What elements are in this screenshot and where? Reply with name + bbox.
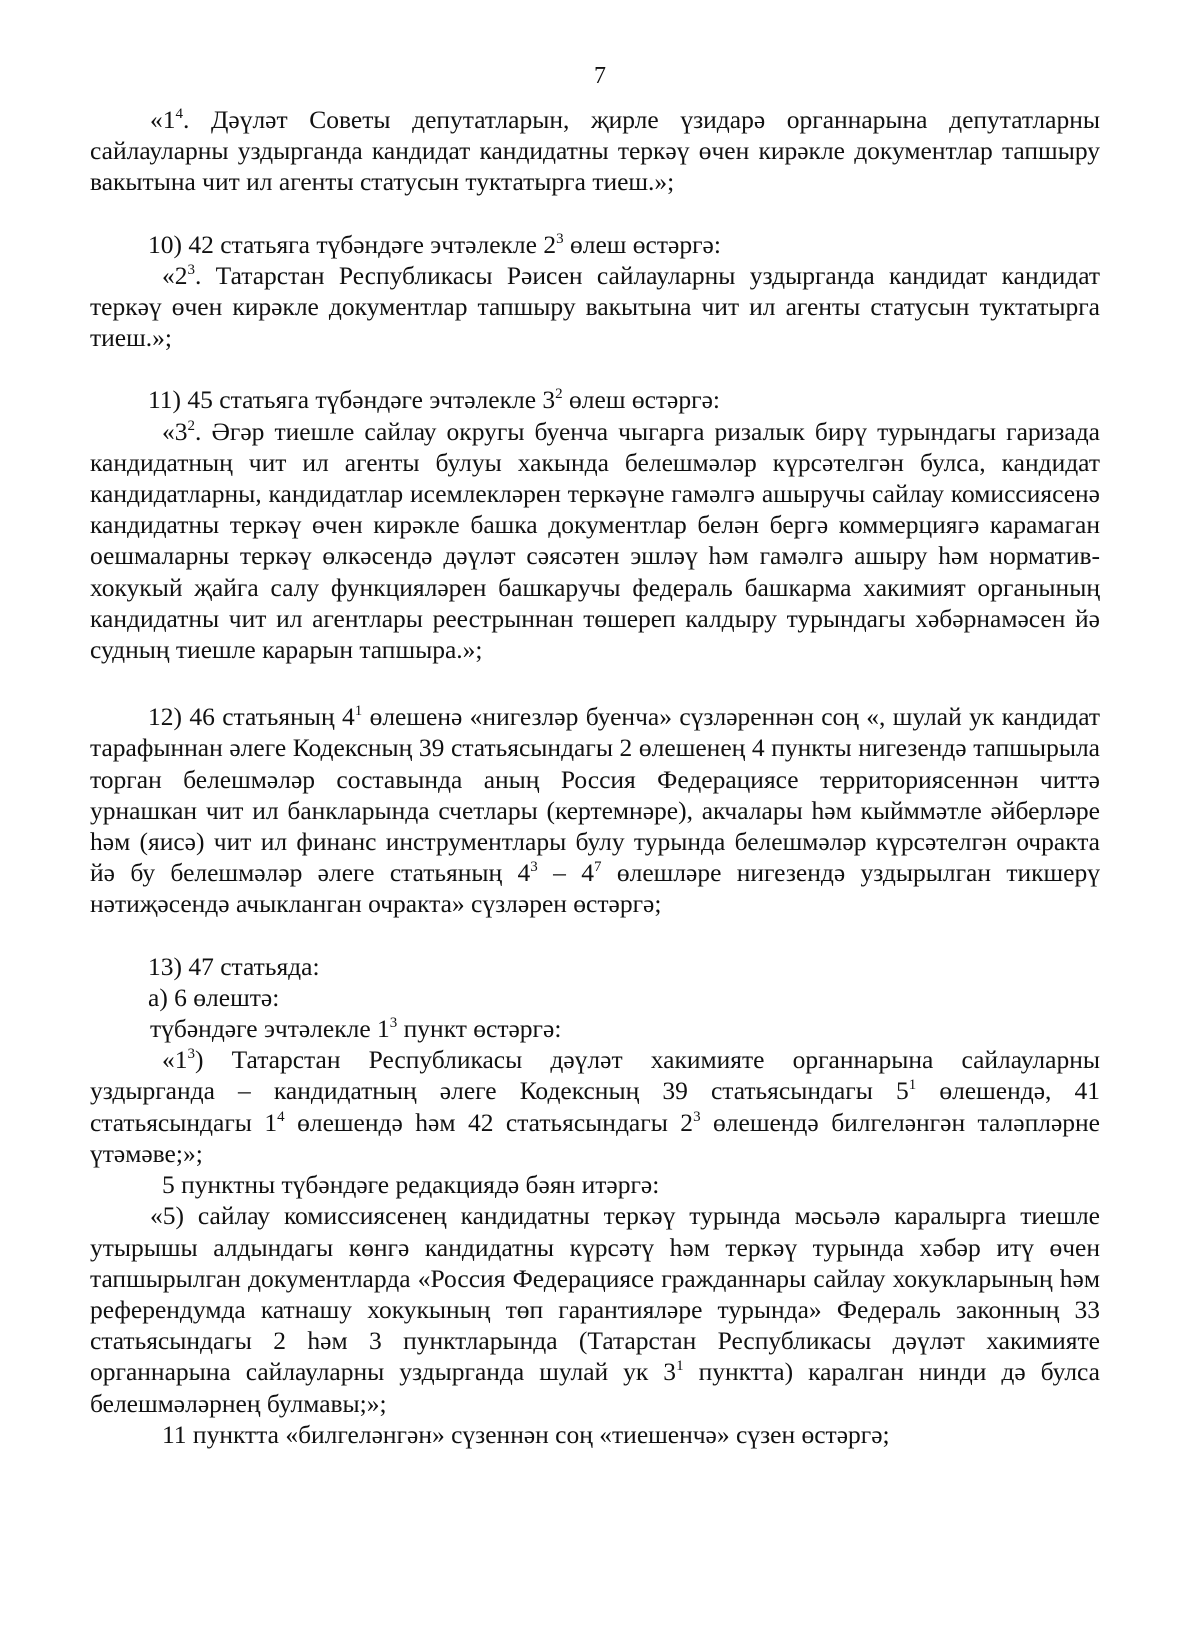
text-run: 11) 45 статьяга түбәндәге эчтәлекле 3	[148, 385, 556, 415]
superscript: 1	[676, 1358, 684, 1375]
text-run: . Дәүләт Советы депутатларын, җирле үзидарә органнарына депутатларны сайлауларны уздырганда кандидат кандидатны теркәү өчен кирәкле документлар тапшыру вакытына чит ил агенты статусын туктатырга тиеш.»;	[90, 105, 1100, 197]
paragraph-item-13	[90, 951, 1100, 982]
paragraph-add-point	[90, 1013, 1100, 1044]
superscript: 7	[594, 859, 602, 876]
text-run: өлешендә, 41 статьясындагы 1	[90, 1076, 1100, 1137]
text-run: «2	[162, 260, 188, 290]
text-run: пунктта) каралган нинди дә булса белешмәләрнең булмавы;»;	[90, 1357, 1100, 1418]
text-run: «1	[162, 1045, 188, 1075]
paragraph-point-5-edit	[90, 1169, 1100, 1200]
text-run: өлешендә һәм 42 статьясындагы 2	[284, 1107, 694, 1137]
superscript: 3	[693, 1108, 701, 1125]
superscript: 4	[175, 106, 183, 122]
superscript: 3	[530, 859, 538, 876]
text-run: пункт өстәргә:	[397, 1014, 562, 1044]
paragraph-quote-3-2	[90, 416, 1100, 666]
superscript: 3	[556, 230, 564, 247]
spacer	[90, 665, 1100, 701]
text-run: 13) 47 статьяда:	[148, 951, 320, 981]
superscript: 3	[389, 1015, 398, 1032]
superscript: 4	[277, 1108, 285, 1125]
text-run: түбәндәге эчтәлекле 1	[150, 1014, 390, 1044]
paragraph-quote-2-3	[90, 260, 1100, 354]
paragraph-quote-1-3	[90, 1044, 1100, 1169]
page-number: 7	[594, 63, 606, 89]
superscript: 1	[354, 703, 363, 720]
paragraph-subitem-a	[90, 982, 1100, 1013]
paragraph-item-11	[90, 384, 1100, 415]
text-run: өлешенә «нигезләр буенча» сүзләреннән соң «, шулай ук кандидат тарафыннан әлеге Кодексның 39 статьясындагы 2 өлешенең 4 пункты нигезендә тапшырыла торган белешмәләр составында аның Россия Федерациясе территориясеннән читтә урнашкан чит ил банкларында счетлары (кертемнәре), акчалары һәм кыйммәтле әйберләре һәм (яисә) чит ил финанс инструментлары булу турында белешмәләр күрсәтелгән очракта йә бу белешмәләр әлеге статьяның 4	[90, 702, 1100, 888]
spacer	[90, 353, 1100, 384]
paragraph-point-11	[90, 1419, 1100, 1450]
document-body	[90, 104, 1100, 1450]
superscript: 1	[908, 1077, 917, 1094]
text-run: «3	[162, 416, 188, 446]
text-run: 5 пунктны түбәндәге редакциядә бәян итәргә:	[162, 1170, 660, 1200]
text-run: «5) сайлау комиссиясенең кандидатны теркәү турында мәсьәлә каралырга тиешле утырышы алдындагы көнгә кандидатны күрсәтү һәм теркәү турында хәбәр итү өчен тапшырылган документларда «Россия Федерациясе гражданнары сайлау хокукларының һәм референдумда катнашу хокукының төп гарантияләре турында» Федераль законның 33 статьясындагы 2 һәм 3 пунктларында (Татарстан Республикасы дәүләт хакимияте органнарына сайлауларны уздырганда шулай ук 3	[90, 1201, 1100, 1387]
paragraph-item-12	[90, 701, 1100, 919]
paragraph-quote-1-4	[90, 104, 1100, 198]
paragraph-quote-5	[90, 1200, 1100, 1418]
text-run: өлеш өстәргә:	[563, 229, 721, 259]
text-run: 10) 42 статьяга түбәндәге эчтәлекле 2	[148, 229, 557, 259]
text-run: өлеш өстәргә:	[562, 385, 720, 415]
superscript: 2	[555, 386, 563, 403]
text-run: «1	[150, 105, 176, 134]
text-run: 11 пунктта «билгеләнгән» сүзеннән соң «тиешенчә» сүзен өстәргә;	[162, 1419, 890, 1449]
superscript: 3	[187, 1046, 195, 1063]
text-run: а) 6 өлештә:	[148, 982, 280, 1012]
text-run: өлешендә билгеләнгән таләпләрне үтәмәве;»;	[90, 1107, 1101, 1168]
superscript: 2	[187, 417, 195, 434]
spacer	[90, 198, 1100, 229]
text-run: өлешләре нигезендә уздырылган тикшерү нәтиҗәсендә ачыкланган очракта» сүзләрен өстәргә;	[90, 858, 1100, 919]
text-run: . Татарстан Республикасы Рәисен сайлауларны уздырганда кандидат кандидат теркәү өчен кирәкле документлар тапшыру вакытына чит ил агенты статусын туктатырга тиеш.»;	[90, 260, 1100, 353]
superscript: 3	[187, 261, 195, 278]
paragraph-item-10	[90, 229, 1100, 260]
spacer	[90, 920, 1100, 951]
text-run: ) Татарстан Республикасы дәүләт хакимияте органнарына сайлауларны уздырганда – кандидатның әлеге Кодексның 39 статьясындагы 5	[90, 1045, 1100, 1106]
text-run: 12) 46 статьяның 4	[148, 702, 355, 732]
text-run: – 4	[537, 858, 595, 888]
text-run: . Әгәр тиешле сайлау округы буенча чыгарга ризалык бирү турындагы гаризада кандидатның чит ил агенты булуы хакында белешмәләр күрсәтелгән булса, кандидат кандидатларны, кандидатлар исемлекләрен теркәүне гамәлгә ашыручы сайлау комиссиясенә кандидатны теркәү өчен кирәкле башка документлар белән бергә коммерциягә карамаган оешмаларны теркәү өлкәсендә дәүләт сәясәтен эшләү һәм гамәлгә ашыру һәм норматив-хокукый җайга салу функцияләрен башкаручы федераль башкарма хакимият органының кандидатны чит ил агентлары реестрыннан төшереп калдыру турындагы хәбәрнамәсен йә судның тиешле карарын тапшыра.»;	[90, 416, 1100, 665]
